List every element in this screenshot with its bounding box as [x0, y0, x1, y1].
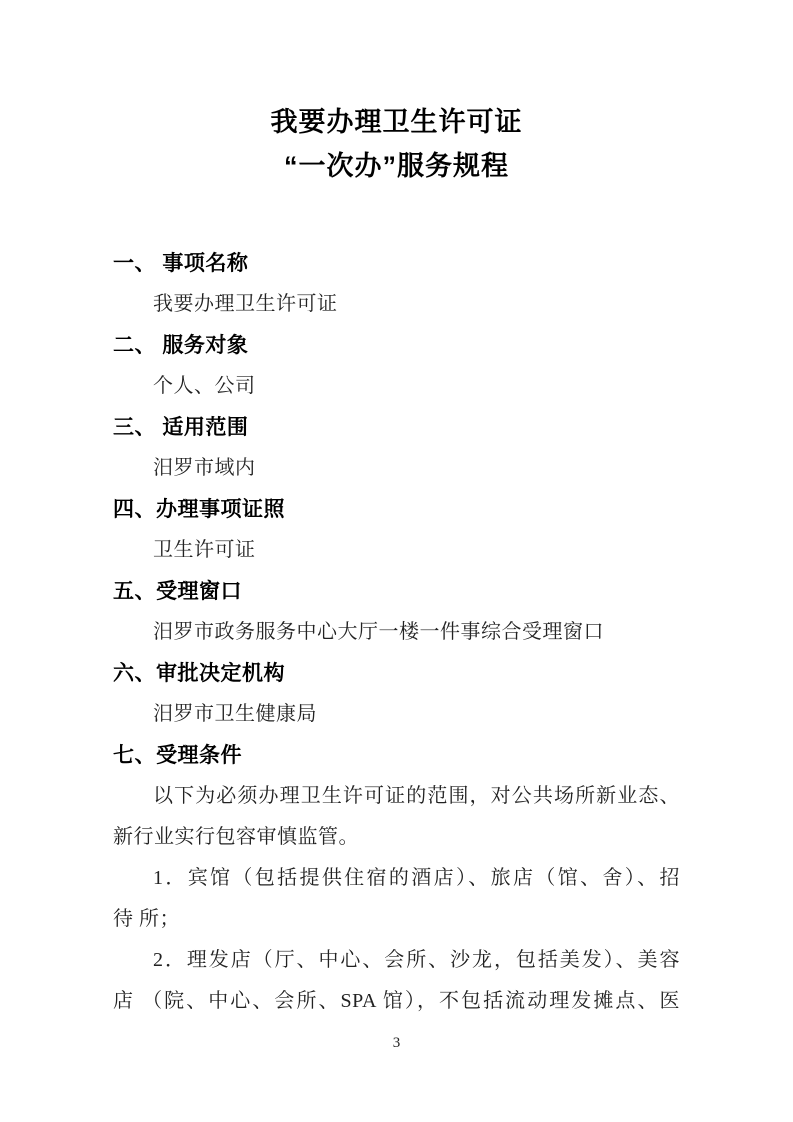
section [113, 325, 680, 407]
section [113, 653, 680, 735]
section-heading: 七、受理条件 [113, 744, 242, 767]
section [113, 407, 680, 489]
page-number: 3 [392, 1035, 401, 1051]
section-body-line: 新行业实行包容审慎监管。 [113, 826, 359, 848]
section-body-line: 店 （院、中心、会所、SPA 馆），不包括流动理发摊点、医 [113, 990, 680, 1012]
section [113, 735, 680, 1022]
section-heading: 一、 事项名称 [113, 252, 249, 275]
section-body-line: 汨罗市政务服务中心大厅一楼一件事综合受理窗口 [153, 621, 604, 643]
section-body-line: 待 所； [113, 908, 180, 930]
section-body-line: 1．宾馆（包括提供住宿的酒店）、旅店（馆、舍）、招 [153, 867, 680, 889]
section-heading: 四、办理事项证照 [113, 498, 285, 521]
section-body-line: 汨罗市域内 [153, 457, 256, 479]
section-body-line: 汨罗市卫生健康局 [153, 703, 317, 725]
page-footer [0, 1034, 793, 1052]
section-heading: 三、 适用范围 [113, 416, 249, 439]
title-line-1: 我要办理卫生许可证 [270, 107, 523, 137]
section-body-line: 个人、公司 [153, 375, 256, 397]
page-content [113, 100, 680, 1022]
section-body-line: 以下为必须办理卫生许可证的范围，对公共场所新业态、 [153, 785, 680, 807]
section [113, 571, 680, 653]
title-line-2: “一次办”服务规程 [284, 151, 509, 181]
section-heading: 六、审批决定机构 [113, 662, 285, 685]
section-body-line: 2．理发店（厅、中心、会所、沙龙，包括美发）、美容 [153, 949, 680, 971]
section-heading: 五、受理窗口 [113, 580, 242, 603]
section-body-line: 卫生许可证 [153, 539, 256, 561]
section [113, 243, 680, 325]
section-list [113, 243, 680, 1022]
document-title [113, 100, 680, 188]
section [113, 489, 680, 571]
section-heading: 二、 服务对象 [113, 334, 249, 357]
section-body-line: 我要办理卫生许可证 [153, 293, 338, 315]
